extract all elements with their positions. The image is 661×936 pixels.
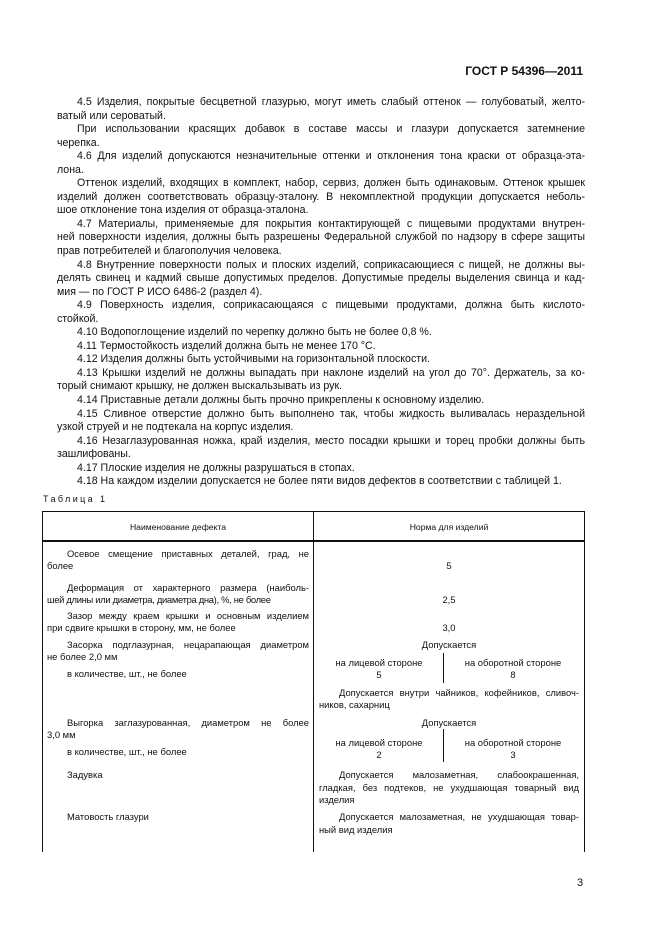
- cell-value: на лицевой стороне: [335, 737, 423, 748]
- text-line: 4.15 Сливное отверстие должно быть выполнено так, чтобы жидкость выливалась нераздельной: [77, 407, 585, 420]
- cell-value: ников, сахарниц: [319, 699, 390, 710]
- cell-value: 5: [376, 669, 382, 680]
- text-line: 4.9 Поверхность изделия, соприкасающаяся с пищевыми продуктами, должна быть кислото-: [77, 299, 585, 312]
- text-line: Оттенок изделий, входящих в комплект, набор, сервиз, должен быть одинаковым. Оттенок крышек: [77, 177, 585, 190]
- subcolumn-divider: [443, 729, 444, 762]
- header-divider: [43, 540, 584, 542]
- cell-value: 2,5: [442, 594, 456, 605]
- text-line: узкой струей и не подтекала на корпус изделия.: [57, 421, 294, 434]
- paragraph: [57, 177, 585, 218]
- body-text: [57, 96, 585, 489]
- subcolumn-divider: [443, 653, 444, 683]
- paragraph: [57, 259, 585, 300]
- text-line: 4.6 Для изделий допускаются незначительные оттенки и отклонения тона краски от образца-эта-: [77, 150, 585, 163]
- cell-value: Допускается малозаметная, слабоокрашенная,: [339, 769, 579, 780]
- text-line: мия — по ГОСТ Р ИСО 6486-2 (раздел 4).: [57, 285, 263, 298]
- text-line: ней поверхности изделия, должны быть разрешены Федеральной службой по надзору в сфере защиты: [57, 231, 585, 244]
- text-line: зашлифованы.: [57, 448, 131, 461]
- cell-value: Допускается: [421, 639, 477, 650]
- paragraph: [57, 367, 585, 394]
- text-line: 4.8 Внутренние поверхности полых и плоских изделий, соприкасающиеся с пищей, не должны вы-: [77, 258, 585, 271]
- cell-text: в количестве, шт., не более: [67, 746, 187, 757]
- text-line: 4.7 Материалы, применяемые для покрытия контактирующей с пищевыми продуктами внутрен-: [77, 217, 585, 230]
- paragraph: [57, 340, 585, 354]
- text-line: 4.16 Незаглазурованная ножка, край изделия, место посадки крышки и торец пробки должны быть: [77, 434, 585, 447]
- cell-text: более: [47, 560, 74, 571]
- text-line: торый снимают крышку, не должен выскальзывать из рук.: [57, 380, 343, 393]
- cell-text: Матовость глазури: [67, 811, 149, 822]
- table-caption: Таблица 1: [43, 494, 108, 504]
- paragraph: [57, 475, 585, 489]
- text-line: изделий должен соответствовать образцу-эталону. В некомплектной продукции допускается неболь-: [57, 190, 585, 203]
- text-line: шое отклонение тона изделия от образца-эталона.: [57, 204, 309, 217]
- text-line: 4.12 Изделия должны быть устойчивыми на горизонтальной плоскости.: [77, 353, 430, 366]
- cell-value: на оборотной стороне: [464, 657, 562, 668]
- cell-text: Зазор между краем крышки и основным изделием: [67, 610, 309, 621]
- cell-text: при сдвиге крышки в сторону, мм, не более: [47, 622, 236, 633]
- cell-value: Допускается: [421, 717, 477, 728]
- text-line: стойкой.: [57, 312, 99, 325]
- paragraph: [57, 299, 585, 326]
- paragraph: [57, 408, 585, 435]
- cell-value: ный вид изделия: [319, 824, 393, 835]
- cell-value: Допускается внутри чайников, кофейников, сливоч-: [339, 687, 579, 698]
- cell-value: изделия: [319, 794, 355, 805]
- cell-value: Допускается малозаметная, не ухудшающая товар-: [339, 811, 579, 822]
- text-line: ватый или сероватый.: [57, 109, 166, 122]
- text-line: 4.10 Водопоглощение изделий по черепку должно быть не более 0,8 %.: [77, 326, 432, 339]
- cell-text: Засорка подглазурная, нецарапающая диаметром: [67, 639, 309, 650]
- text-line: 4.11 Термостойкость изделий должна быть не менее 170 °С.: [77, 339, 376, 352]
- paragraph: [57, 435, 585, 462]
- cell-text: Задувка: [67, 769, 103, 780]
- paragraph: [57, 96, 585, 123]
- cell-text: шей длины или диаметра, диаметра дна), %, не более: [47, 594, 271, 605]
- column-divider: [313, 512, 314, 852]
- header-norm: Норма для изделий: [409, 522, 489, 532]
- paragraph: [57, 150, 585, 177]
- text-line: черепка.: [57, 136, 100, 149]
- cell-value: на лицевой стороне: [335, 657, 423, 668]
- paragraph: [57, 218, 585, 259]
- cell-value: 3,0: [442, 622, 456, 633]
- text-line: лона.: [57, 163, 84, 176]
- header-defect-name: Наименование дефекта: [129, 522, 227, 532]
- cell-text: Деформация от характерного размера (наиболь-: [67, 582, 309, 593]
- paragraph: [57, 353, 585, 367]
- cell-value: 5: [446, 560, 452, 571]
- cell-text: Осевое смещение приставных деталей, град, не: [67, 548, 309, 559]
- cell-value: 2: [376, 749, 382, 760]
- text-line: прав потребителей и благополучия человека.: [57, 245, 282, 258]
- cell-text: 3,0 мм: [47, 729, 76, 740]
- cell-text: в количестве, шт., не более: [67, 668, 187, 679]
- cell-text: Выгорка заглазурованная, диаметром не более: [67, 717, 309, 728]
- paragraph: [57, 394, 585, 408]
- cell-text: не более 2,0 мм: [47, 651, 118, 662]
- paragraph: [57, 462, 585, 476]
- cell-value: на оборотной стороне: [464, 737, 562, 748]
- cell-value: 8: [510, 669, 516, 680]
- text-line: 4.5 Изделия, покрытые бесцветной глазурью, могут иметь слабый оттенок — голубоватый, желто-: [77, 96, 585, 108]
- text-line: 4.17 Плоские изделия не должны разрушаться в стопах.: [77, 461, 355, 474]
- paragraph: [57, 326, 585, 340]
- defects-table: [42, 511, 585, 852]
- text-line: 4.18 На каждом изделии допускается не более пяти видов дефектов в соответствии с таблицей 1.: [77, 475, 562, 488]
- text-line: 4.13 Крышки изделий не должны выпадать при наклоне изделий на угол до 70°. Держатель, за ко-: [77, 366, 585, 379]
- text-line: делять свинец и кадмий свыше допустимых пределов. Допустимые пределы выделения свинца и кад-: [57, 272, 585, 285]
- text-line: 4.14 Приставные детали должны быть прочно прикреплены к основному изделию.: [77, 394, 485, 407]
- text-line: При использовании красящих добавок в составе массы и глазури допускается затемнение: [77, 123, 585, 136]
- page-number: 3: [577, 877, 584, 889]
- document-id: ГОСТ Р 54396—2011: [465, 64, 583, 78]
- paragraph: [57, 123, 585, 150]
- cell-value: гладкая, без подтеков, не ухудшающая товарный вид: [319, 782, 579, 793]
- cell-value: 3: [510, 749, 516, 760]
